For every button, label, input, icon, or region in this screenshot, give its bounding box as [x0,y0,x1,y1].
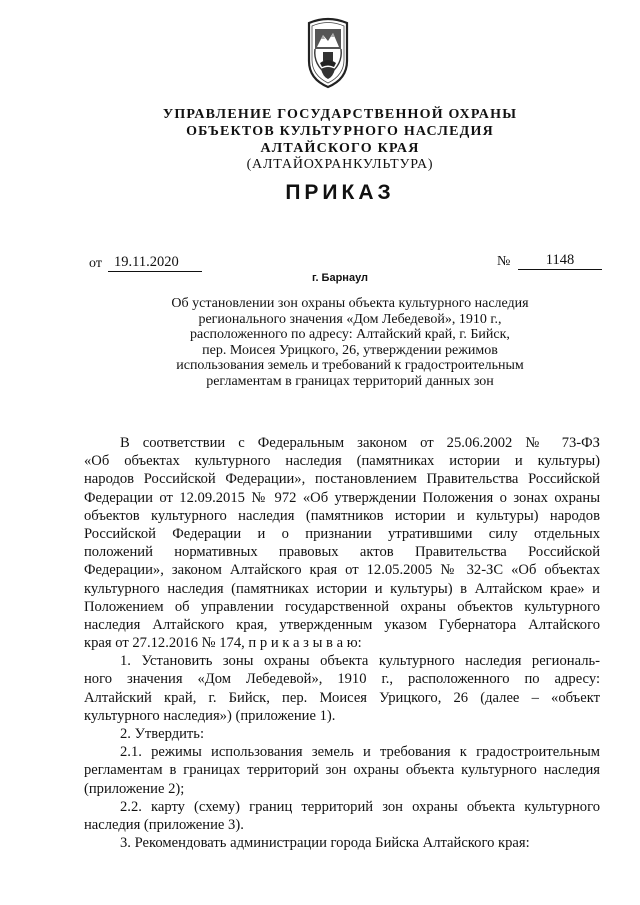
subject-line: пер. Моисея Урицкого, 26, утверждении режимов [202,342,498,358]
altai-krai-coat-of-arms-icon [301,17,355,91]
org-name-line-2: ОБЪЕКТОВ КУЛЬТУРНОГО НАСЛЕДИЯ [186,124,494,139]
body-line: Федерации», законом Алтайского края от 12.05.2005 № 32-ЗС «Об объектах [84,562,600,579]
clause-2-2-line: наследия (приложение 3). [84,816,244,833]
body-line: «Об объектах культурного наследия (памятниках истории и культуры) [84,453,600,470]
org-name-line-3: АЛТАЙСКОГО КРАЯ [260,141,420,156]
order-subject [120,296,580,390]
clause-2-line: 2. Утвердить: [120,726,205,742]
clause-1-line: 1. Установить зоны охраны объекта культурного наследия региональ- [120,653,600,670]
number-sign: № [497,254,511,269]
clause-2-1-line: регламентам в границах территорий зон охраны объекта культурного наследия [84,762,600,779]
clause-2-1-line: (приложение 2); [84,780,185,797]
subject-line: расположенного по адресу: Алтайский край, г. Бийск, [190,327,510,343]
subject-line: регионального значения «Дом Лебедевой», 1910 г., [198,311,502,327]
body-line: культурного наследия (памятниках истории и культуры) в Алтайском крае» и [84,580,600,597]
document-title: ПРИКАЗ [285,181,395,204]
date-prefix: от [89,256,102,271]
body-line: края от 27.12.2016 № 174, п р и к а з ы в а ю: [84,635,362,652]
body-line: Федерации от 12.09.2015 № 972 «Об утверждении Положения о зонах охраны [84,489,600,506]
clause-1-line: культурного наследия») (приложение 1). [84,707,336,724]
org-name-abbreviation: (АЛТАЙОХРАНКУЛЬТУРА) [246,157,434,172]
body-line: Положением об управлении государственной охраны объектов культурного [84,598,600,615]
body-line: наследия Алтайского края, утвержденным указом Губернатора Алтайского [84,616,600,633]
clause-1-line: Алтайский край, г. Бийск, пер. Моисея Урицкого, 26 (далее – «объект [84,689,600,706]
clause-2-1-line: 2.1. режимы использования земель и требования к градостроительным [120,744,600,761]
subject-line: регламентам в границах территорий данных зон [206,373,494,389]
clause-2-2-line: 2.2. карту (схему) границ территорий зон охраны объекта культурного [120,798,600,815]
body-line: В соответствии с Федеральным законом от 25.06.2002 № 73-ФЗ [120,435,600,451]
issue-city: г. Барнаул [311,272,369,284]
clause-3-line: 3. Рекомендовать администрации города Бийска Алтайского края: [120,835,530,852]
org-name-line-1: УПРАВЛЕНИЕ ГОСУДАРСТВЕННОЙ ОХРАНЫ [162,107,518,122]
body-line: положений нормативных правовых актов Правительства Российской [84,544,600,561]
clause-1-line: ного значения «Дом Лебедевой», 1910 г., расположенного по адресу: [84,671,600,688]
subject-line: использования земель и требований к градостроительным [176,358,524,374]
subject-line: Об установлении зон охраны объекта культурного наследия [171,296,529,311]
body-line: объектов культурного наследия (памятников истории и культуры) народов [84,507,600,524]
body-line: Российской Федерации и о признании утратившими силу отдельных [84,525,600,542]
body-line: народов Российской Федерации», постановлением Правительства Российской [84,471,600,488]
order-date: 19.11.2020 [108,254,202,272]
order-body [84,434,600,852]
order-number: 1148 [518,252,602,270]
